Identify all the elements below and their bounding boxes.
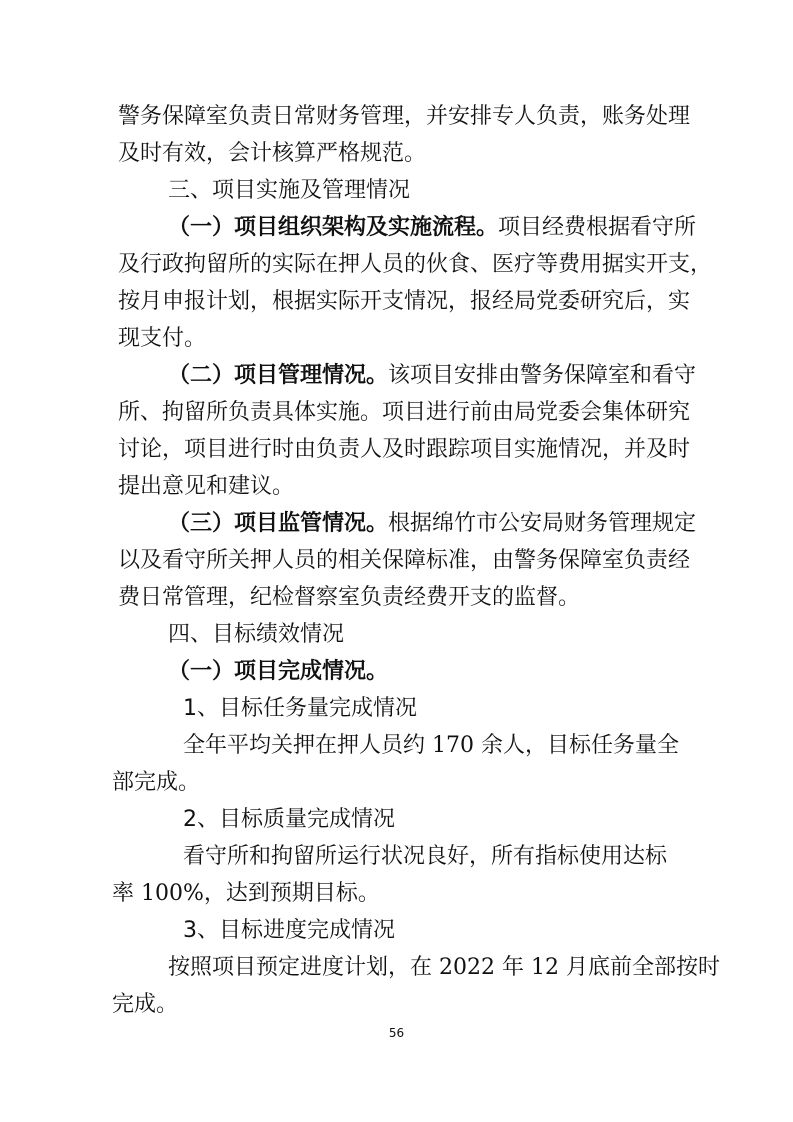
body-line: 全年平均关押在押人员约 170 余人，目标任务量全 [183,733,679,758]
body-line: 及时有效，会计核算严格规范。 [118,141,427,166]
subheading: （三）项目监管情况。 [168,511,389,536]
body-line: 看守所和拘留所运行状况良好，所有指标使用达标 [183,844,668,869]
body-line: 警务保障室负责日常财务管理，并安排专人负责，账务处理 [118,104,691,129]
body-line: 所、拘留所负责具体实施。项目进行前由局党委会集体研究 [118,400,691,425]
body-line: （二）项目管理情况。该项目安排由警务保障室和看守 [168,363,697,388]
body-line: （一）项目组织架构及实施流程。项目经费根据看守所 [168,215,697,240]
item-heading: 3、目标进度完成情况 [183,918,395,943]
body-line: 以及看守所关押人员的相关保障标准，由警务保障室负责经 [118,548,691,573]
subheading: （一）项目组织架构及实施流程。 [168,215,499,240]
body-line: 费日常管理，纪检督察室负责经费开支的监督。 [118,585,581,610]
body-line: 提出意见和建议。 [118,474,295,499]
item-heading: 2、目标质量完成情况 [183,807,395,832]
subheading: （一）项目完成情况。 [168,659,389,684]
body-line: 及行政拘留所的实际在押人员的伙食、医疗等费用据实开支， [118,252,713,277]
body-line [168,658,388,686]
body-line: （三）项目监管情况。根据绵竹市公安局财务管理规定 [168,511,697,536]
body-line: 按照项目预定进度计划，在 2022 年 12 月底前全部按时 [168,955,720,980]
body-line: 部完成。 [112,770,201,795]
section-heading: 三、项目实施及管理情况 [168,178,411,203]
section-heading: 四、目标绩效情况 [168,622,345,647]
body-line: 讨论，项目进行时由负责人及时跟踪项目实施情况，并及时 [118,437,691,462]
body-line: 完成。 [112,992,179,1017]
item-heading: 1、目标任务量完成情况 [183,696,417,721]
body-line: 按月申报计划，根据实际开支情况，报经局党委研究后，实 [118,289,691,314]
page-number: 56 [388,1026,405,1040]
body-line: 现支付。 [118,326,207,351]
body-line: 率 100%，达到预期目标。 [112,881,380,906]
subheading: （二）项目管理情况。 [168,363,389,388]
